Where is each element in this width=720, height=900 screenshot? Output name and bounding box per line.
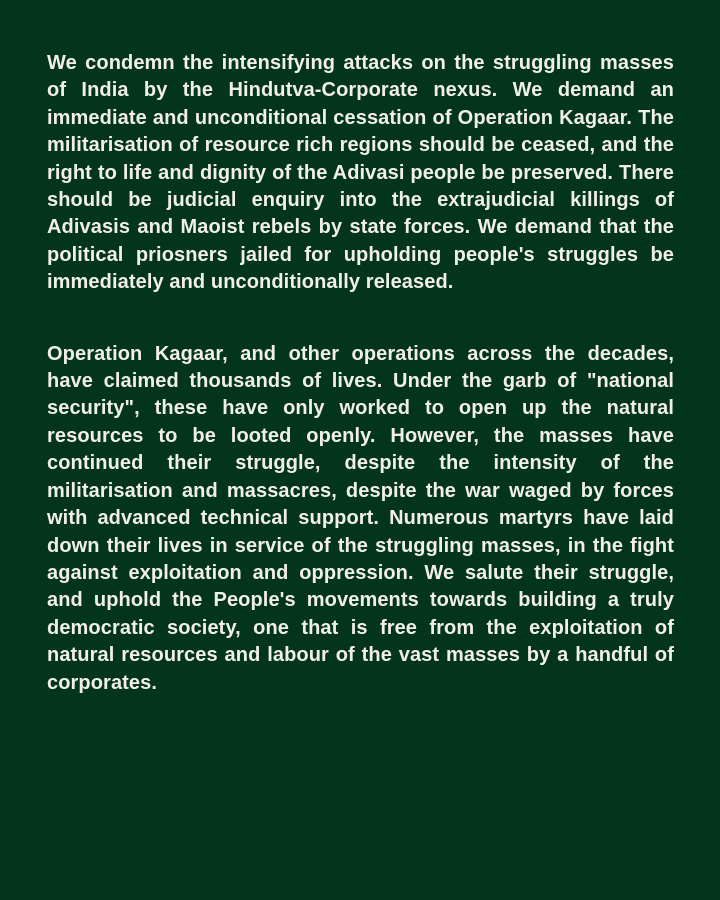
statement-paragraph-2: Operation Kagaar, and other operations across the decades, have claimed thousands of lives. Under the garb of "national security", these have only worked to open up the natural resources to be looted openly. However, the masses have continued their struggle, despite the intensity of the militarisation and massacres, despite the war waged by forces with advanced technical support. Numerous martyrs have laid down their lives in service of the struggling masses, in the fight against exploitation and oppression. We salute their struggle, and uphold the People's movements towards building a truly democratic society, one that is free from the exploitation of natural resources and labour of the vast masses by a handful of corporates.: [47, 342, 674, 694]
statement-paragraph-1: We condemn the intensifying attacks on the struggling masses of India by the Hindutva-Corporate nexus. We demand an immediate and unconditional cessation of Operation Kagaar. The militarisation of resource rich regions should be ceased, and the right to life and dignity of the Adivasi people be preserved. There should be judicial enquiry into the extrajudicial killings of Adivasis and Maoist rebels by state forces. We demand that the political priosners jailed for upholding people's struggles be immediately and unconditionally released.: [47, 52, 674, 294]
